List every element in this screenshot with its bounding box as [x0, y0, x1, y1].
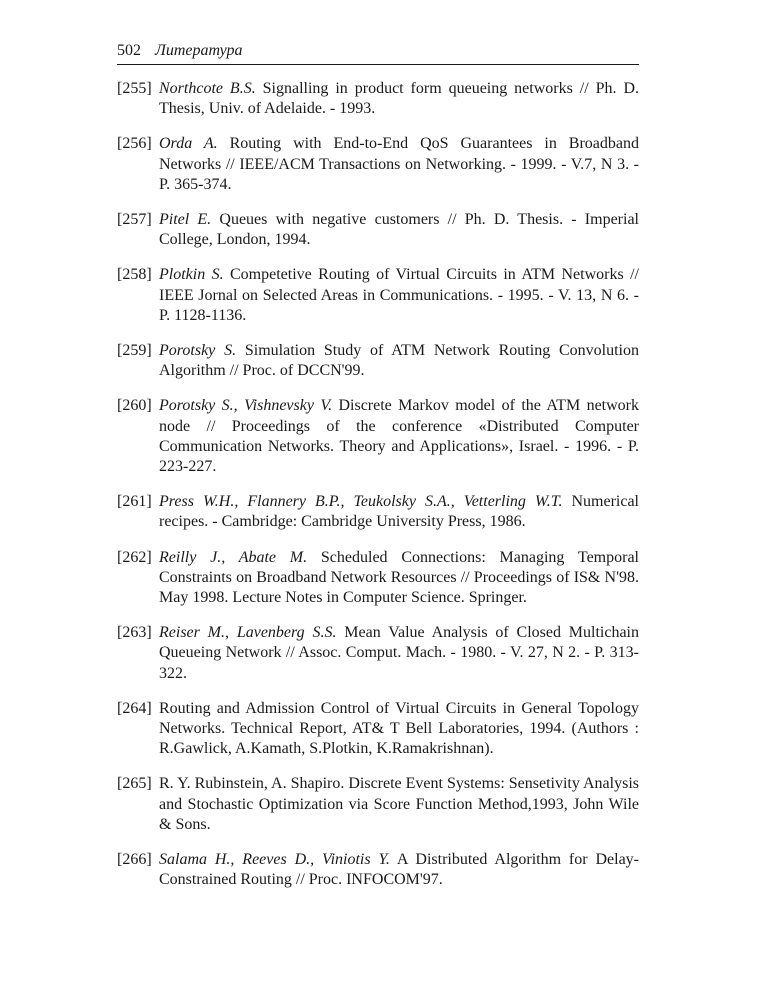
reference-text: Scheduled Connections: Managing Temporal Constraints on Broadband Network Resources // Proceedings of IS& N'98. May 1998. Lecture Notes in Computer Science. Springer.	[159, 548, 639, 607]
reference-text: Mean Value Analysis of Closed Multichain Queueing Network // Assoc. Comput. Mach. - 1980. - V. 27, N 2. - P. 313-322.	[159, 624, 639, 682]
reference-text: Discrete Markov model of the ATM network node // Proceedings of the conference «Distributed Computer Communication Networks. Theory and Applications», Israel. - 1996. - P. 223-227.	[159, 397, 640, 476]
reference-number: [266]	[117, 851, 152, 869]
reference-item-257	[117, 210, 639, 250]
reference-item-261	[117, 492, 639, 532]
reference-authors: Press W.H., Flannery B.P., Teukolsky S.A., Vetterling W.T.	[159, 493, 563, 511]
reference-item-259	[117, 341, 639, 381]
reference-number: [265]	[117, 775, 152, 793]
reference-number: [258]	[117, 266, 152, 284]
reference-number: [256]	[117, 135, 152, 153]
reference-text: Numerical recipes. - Cambridge: Cambridge University Press, 1986.	[159, 493, 639, 531]
reference-number: [261]	[117, 493, 152, 511]
reference-text: Competetive Routing of Virtual Circuits in ATM Networks // IEEE Jornal on Selected Areas in Communications. - 1995. - V. 13, N 6. - P. 1128-1136.	[159, 266, 639, 324]
reference-item-256	[117, 134, 639, 195]
reference-number: [259]	[117, 342, 152, 360]
reference-item-265	[117, 774, 639, 835]
reference-text: A Distributed Algorithm for Delay- Constrained Routing // Proc. INFOCOM'97.	[159, 851, 639, 889]
reference-authors: Porotsky S.	[159, 342, 237, 360]
reference-item-258	[117, 265, 639, 326]
reference-authors: Orda A.	[159, 135, 218, 153]
reference-authors: Salama H., Reeves D., Viniotis Y.	[159, 851, 390, 869]
reference-text: Signalling in product form queueing networks // Ph. D. Thesis, Univ. of Adelaide. - 1993.	[159, 80, 639, 118]
reference-number: [264]	[117, 699, 152, 717]
reference-authors: Reilly J., Abate M.	[159, 548, 308, 566]
reference-item-266	[117, 850, 639, 890]
reference-list	[117, 79, 639, 906]
reference-authors: Pitel E.	[159, 211, 212, 229]
reference-number: [263]	[117, 624, 152, 642]
page-number: 502	[117, 42, 141, 59]
reference-text: Routing and Admission Control of Virtual Circuits in General Topology Networks. Technical Report, AT& T Bell Laboratories, 1994. (Authors : R.Gawlick, A.Kamath, S.Plotkin, K.Ramakrishnan).	[159, 699, 639, 758]
reference-number: [260]	[117, 397, 152, 415]
reference-item-263	[117, 623, 639, 684]
reference-authors: Northcote B.S.	[159, 80, 256, 97]
reference-text: R. Y. Rubinstein, A. Shapiro. Discrete Event Systems: Sensetivity Analysis and Stochastic Optimization via Score Function Method,1993, John Wile & Sons.	[159, 775, 639, 833]
reference-text: Routing with End-to-End QoS Guarantees in Broadband Networks // IEEE/ACM Transactions on Networking. - 1999. - V.7, N 3. - P. 365-374.	[159, 135, 640, 193]
reference-item-255	[117, 79, 639, 119]
reference-number: [262]	[117, 548, 152, 566]
reference-authors: Plotkin S.	[159, 266, 224, 284]
reference-item-264	[117, 699, 639, 760]
reference-authors: Reiser M., Lavenberg S.S.	[159, 624, 337, 642]
reference-number: [257]	[117, 211, 152, 229]
running-header	[117, 40, 639, 65]
reference-text: Queues with negative customers // Ph. D. Thesis. - Imperial College, London, 1994.	[159, 211, 639, 249]
reference-authors: Porotsky S., Vishnevsky V.	[159, 397, 333, 415]
reference-number: [255]	[117, 80, 152, 97]
reference-item-262	[117, 548, 639, 609]
reference-text: Simulation Study of ATM Network Routing Convolution Algorithm // Proc. of DCCN'99.	[159, 342, 639, 380]
reference-item-260	[117, 396, 639, 477]
section-title: Литература	[155, 42, 243, 59]
